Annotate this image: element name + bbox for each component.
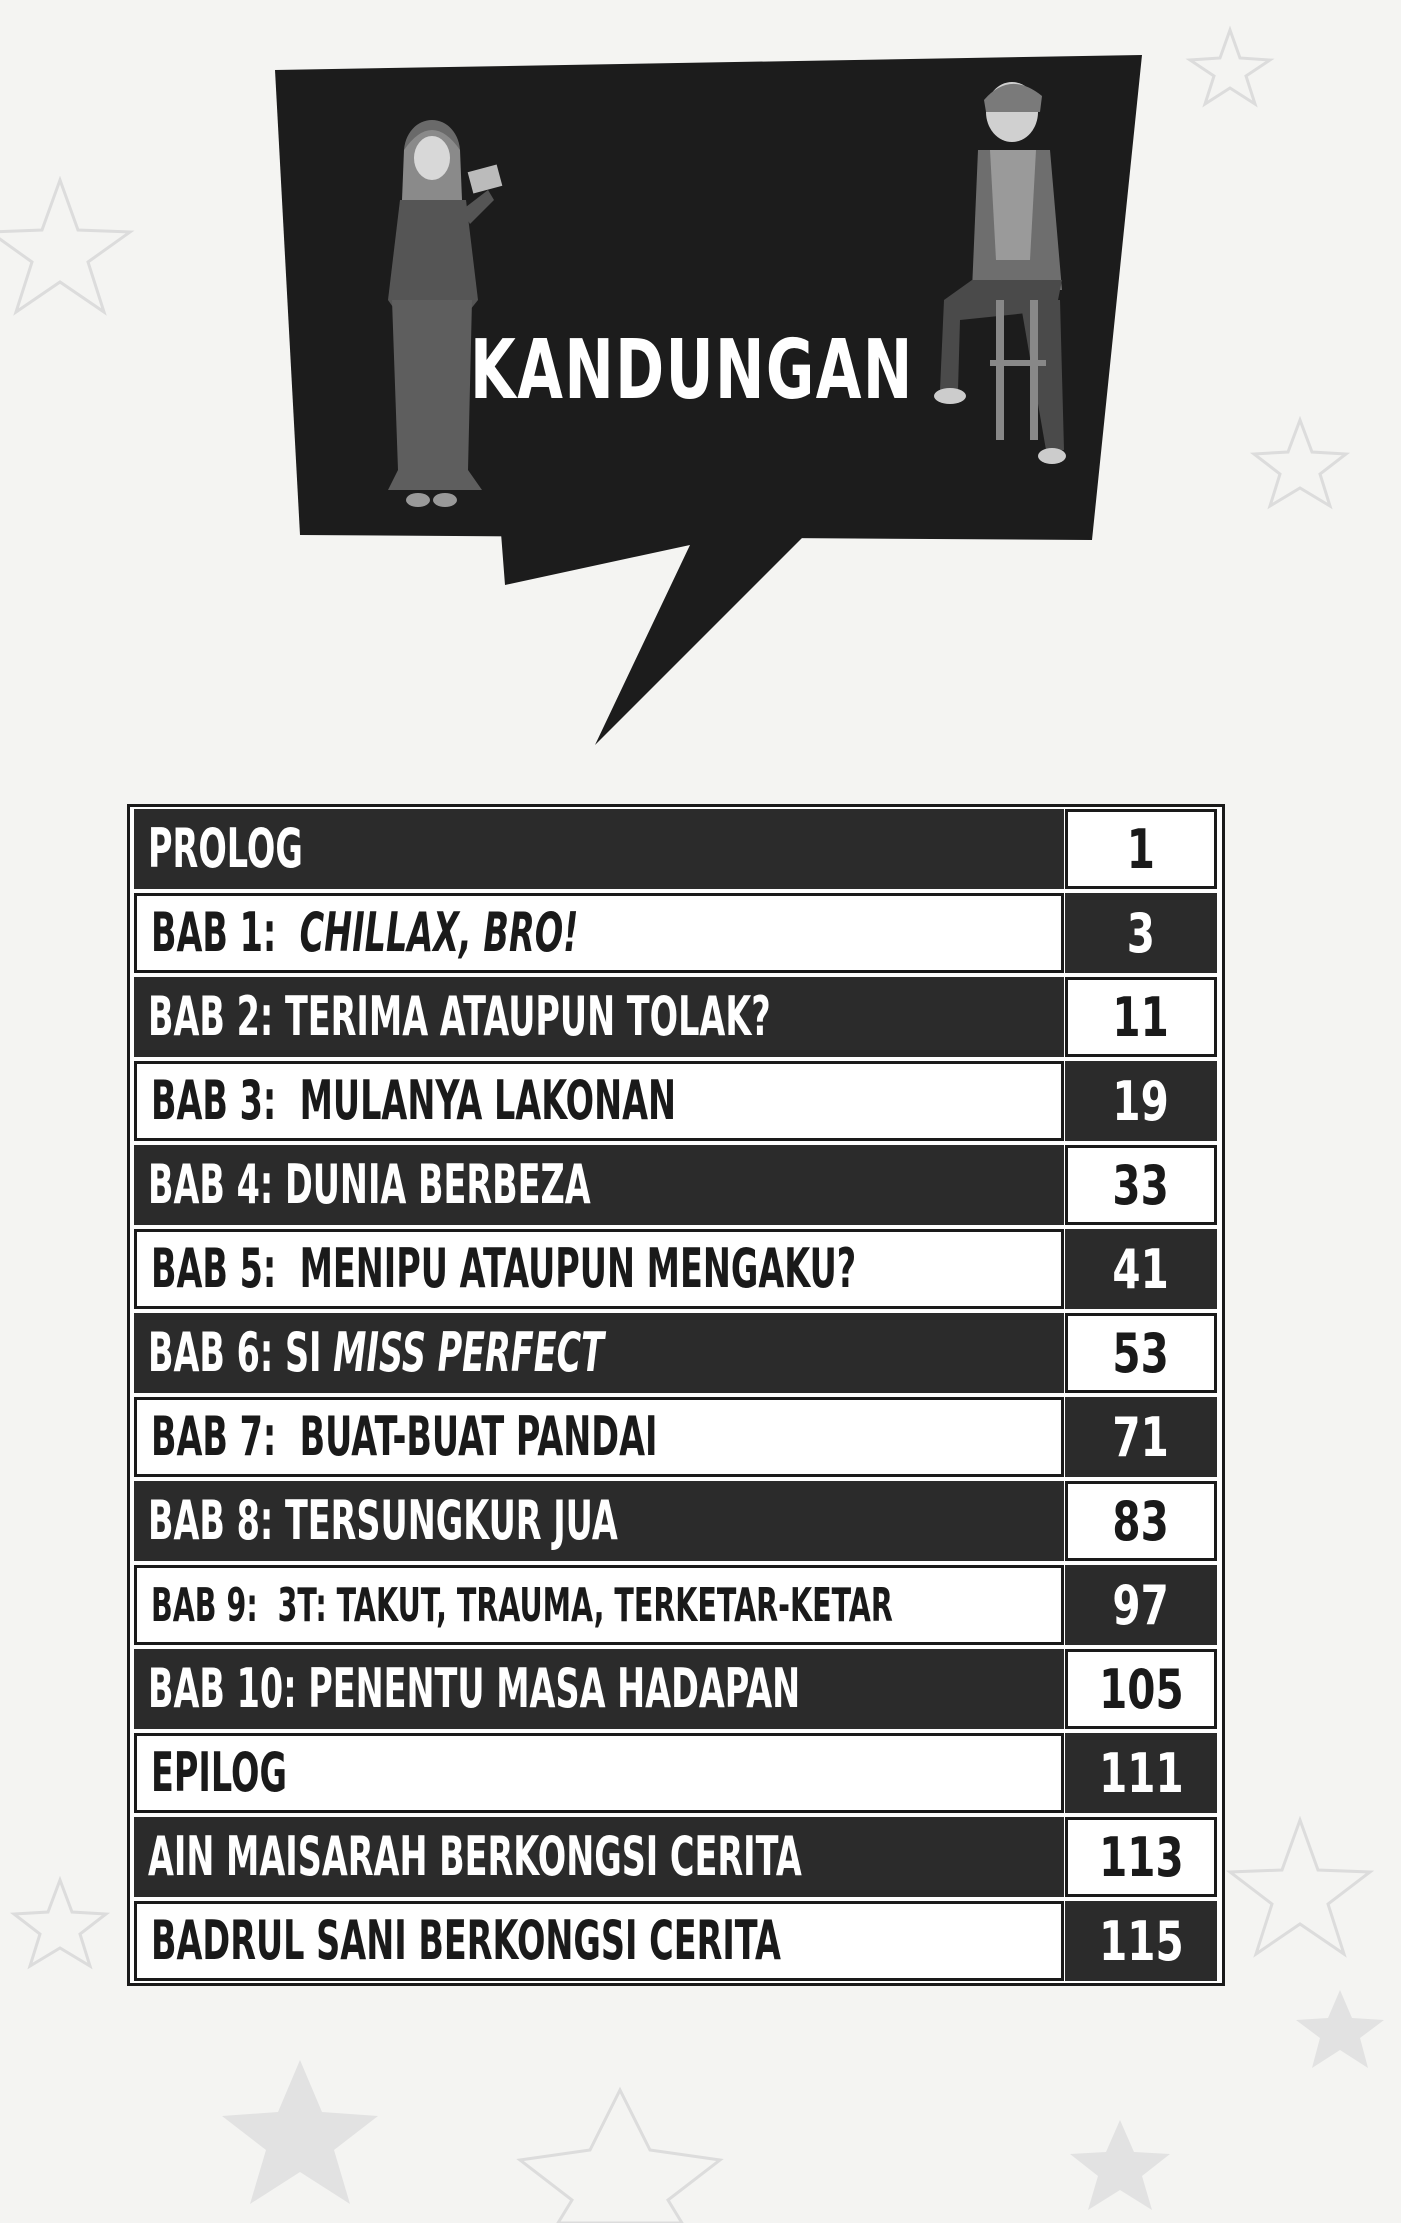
page-number: 115 bbox=[1065, 1901, 1217, 1981]
chapter-title: BAB 7: BUAT-BUAT PANDAI bbox=[134, 1397, 1064, 1477]
chapter-title: BAB 9: 3T: TAKUT, TRAUMA, TERKETAR-KETAR bbox=[134, 1565, 1064, 1645]
page-number: 3 bbox=[1065, 893, 1217, 973]
chapter-title: PROLOG bbox=[134, 809, 1064, 889]
page-number: 19 bbox=[1065, 1061, 1217, 1141]
chapter-title: BAB 2: TERIMA ATAUPUN TOLAK? bbox=[134, 977, 1064, 1057]
star-icon bbox=[1296, 1990, 1384, 2068]
toc-row bbox=[130, 1731, 1222, 1815]
chapter-title: BADRUL SANI BERKONGSI CERITA bbox=[134, 1901, 1064, 1981]
page-number: 105 bbox=[1065, 1649, 1217, 1729]
toc-row bbox=[130, 1395, 1222, 1479]
toc-row bbox=[130, 1899, 1222, 1983]
chapter-title: BAB 10: PENENTU MASA HADAPAN bbox=[134, 1649, 1064, 1729]
star-icon bbox=[520, 2090, 720, 2223]
speech-bubble-tail bbox=[500, 520, 820, 745]
page-number: 71 bbox=[1065, 1397, 1217, 1477]
chapter-title: BAB 5: MENIPU ATAUPUN MENGAKU? bbox=[134, 1229, 1064, 1309]
toc-row bbox=[130, 1311, 1222, 1395]
chapter-title: BAB 3: MULANYA LAKONAN bbox=[134, 1061, 1064, 1141]
page-number: 33 bbox=[1065, 1145, 1217, 1225]
toc-row bbox=[130, 1059, 1222, 1143]
toc-row bbox=[130, 891, 1222, 975]
chapter-title: EPILOG bbox=[134, 1733, 1064, 1813]
page-number: 11 bbox=[1065, 977, 1217, 1057]
page-number: 83 bbox=[1065, 1481, 1217, 1561]
toc-row bbox=[130, 1815, 1222, 1899]
toc-row bbox=[130, 975, 1222, 1059]
toc-row bbox=[130, 807, 1222, 891]
star-icon bbox=[222, 2060, 378, 2204]
star-icon bbox=[1070, 2120, 1170, 2210]
page-title: KANDUNGAN bbox=[470, 323, 914, 418]
star-icon bbox=[1230, 1820, 1370, 1954]
page-number: 113 bbox=[1065, 1817, 1217, 1897]
star-icon bbox=[14, 1880, 106, 1966]
page-number: 53 bbox=[1065, 1313, 1217, 1393]
chapter-title: BAB 4: DUNIA BERBEZA bbox=[134, 1145, 1064, 1225]
page-number: 1 bbox=[1065, 809, 1217, 889]
toc-row bbox=[130, 1227, 1222, 1311]
toc-row bbox=[130, 1563, 1222, 1647]
toc-row bbox=[130, 1143, 1222, 1227]
chapter-title: AIN MAISARAH BERKONGSI CERITA bbox=[134, 1817, 1064, 1897]
chapter-title: BAB 8: TERSUNGKUR JUA bbox=[134, 1481, 1064, 1561]
chapter-title: BAB 6: SI MISS PERFECT bbox=[134, 1313, 1064, 1393]
toc-row bbox=[130, 1479, 1222, 1563]
chapter-title: BAB 1: CHILLAX, BRO! bbox=[134, 893, 1064, 973]
page-number: 41 bbox=[1065, 1229, 1217, 1309]
toc-row bbox=[130, 1647, 1222, 1731]
table-of-contents bbox=[127, 804, 1225, 1986]
page-number: 111 bbox=[1065, 1733, 1217, 1813]
page-number: 97 bbox=[1065, 1565, 1217, 1645]
